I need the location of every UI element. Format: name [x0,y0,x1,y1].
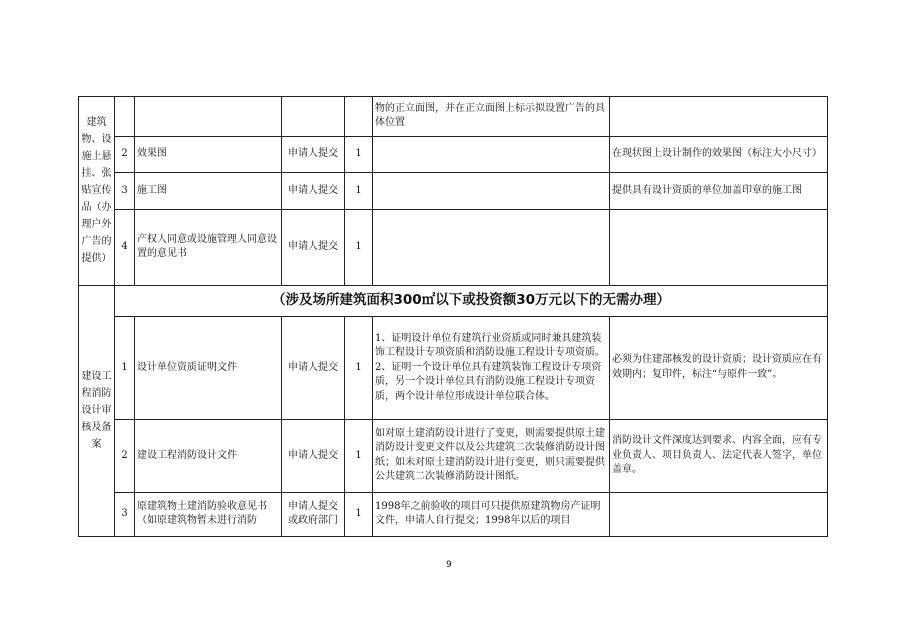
item-number: 1 [115,316,135,419]
item-number: 3 [115,492,135,536]
material-requirement [373,173,610,210]
material-name: 原建筑物土建消防验收意见书（如原建筑物暂未进行消防 [135,492,282,536]
category-cell: 建筑物、设施上悬挂、张贴宣传品（办理户外广告的提供） [79,97,115,286]
material-name: 产权人同意或设施管理人同意设置的意见书 [135,210,282,285]
section-heading-row [79,285,828,316]
requirements-table [78,96,828,537]
material-requirement: 1、证明设计单位有建筑行业资质或同时兼具建筑装饰工程设计专项资质和消防设施工程设计专项资质。2、证明一个设计单位具有建筑装饰工程设计专项资质，另一个设计单位具有消防设施工程设计专项资质，两个设计单位形成设计单位联合体。 [373,316,610,419]
copies-count: 1 [345,136,373,173]
material-source: 申请人提交 [282,173,345,210]
material-requirement: 物的正立面图，并在正立面图上标示拟设置广告的具体位置 [373,97,610,137]
material-requirement [373,210,610,285]
material-name: 建设工程消防设计文件 [135,419,282,492]
remark: 必须为住建部核发的设计资质；设计资质应在有效期内；复印件，标注“与原件一致”。 [610,316,828,419]
table-row [79,173,828,210]
material-source: 申请人提交或政府部门 [282,492,345,536]
table-row [79,136,828,173]
material-source: 申请人提交 [282,210,345,285]
remark: 消防设计文件深度达到要求、内容全面，应有专业负责人、项目负责人、法定代表人签字，单位盖章。 [610,419,828,492]
table-row [79,316,828,419]
remark: 在现状图上设计制作的效果图（标注大小尺寸） [610,136,828,173]
copies-count: 1 [345,419,373,492]
item-number: 3 [115,173,135,210]
item-number [115,97,135,137]
material-source: 申请人提交 [282,136,345,173]
table-row [79,419,828,492]
material-name [135,97,282,137]
copies-count: 1 [345,316,373,419]
table-row [79,97,828,137]
copies-count: 1 [345,173,373,210]
material-requirement: 如对原土建消防设计进行了变更，则需要提供原土建消防设计变更文件以及公共建筑二次装修消防设计图纸；如未对原土建消防设计进行变更，则只需要提供公共建筑二次装修消防设计图纸。 [373,419,610,492]
table-row [79,492,828,536]
page-number: 9 [446,560,452,570]
material-name: 效果图 [135,136,282,173]
copies-count [345,97,373,137]
material-requirement: 1998年之前验收的项目可只提供原建筑物房产证明文件，申请人自行提交；1998年以后的项目 [373,492,610,536]
remark: 提供具有设计资质的单位加盖印章的施工图 [610,173,828,210]
material-name: 施工图 [135,173,282,210]
category-cell: 建设工程消防设计审核及备案 [79,285,115,536]
material-source: 申请人提交 [282,316,345,419]
copies-count: 1 [345,210,373,285]
section-heading: （涉及场所建筑面积300㎡以下或投资额30万元以下的无需办理） [115,285,828,316]
copies-count: 1 [345,492,373,536]
material-name: 设计单位资质证明文件 [135,316,282,419]
item-number: 4 [115,210,135,285]
table-row [79,210,828,285]
item-number: 2 [115,419,135,492]
remark [610,210,828,285]
item-number: 2 [115,136,135,173]
remark [610,492,828,536]
material-source [282,97,345,137]
material-source: 申请人提交 [282,419,345,492]
material-requirement [373,136,610,173]
remark [610,97,828,137]
